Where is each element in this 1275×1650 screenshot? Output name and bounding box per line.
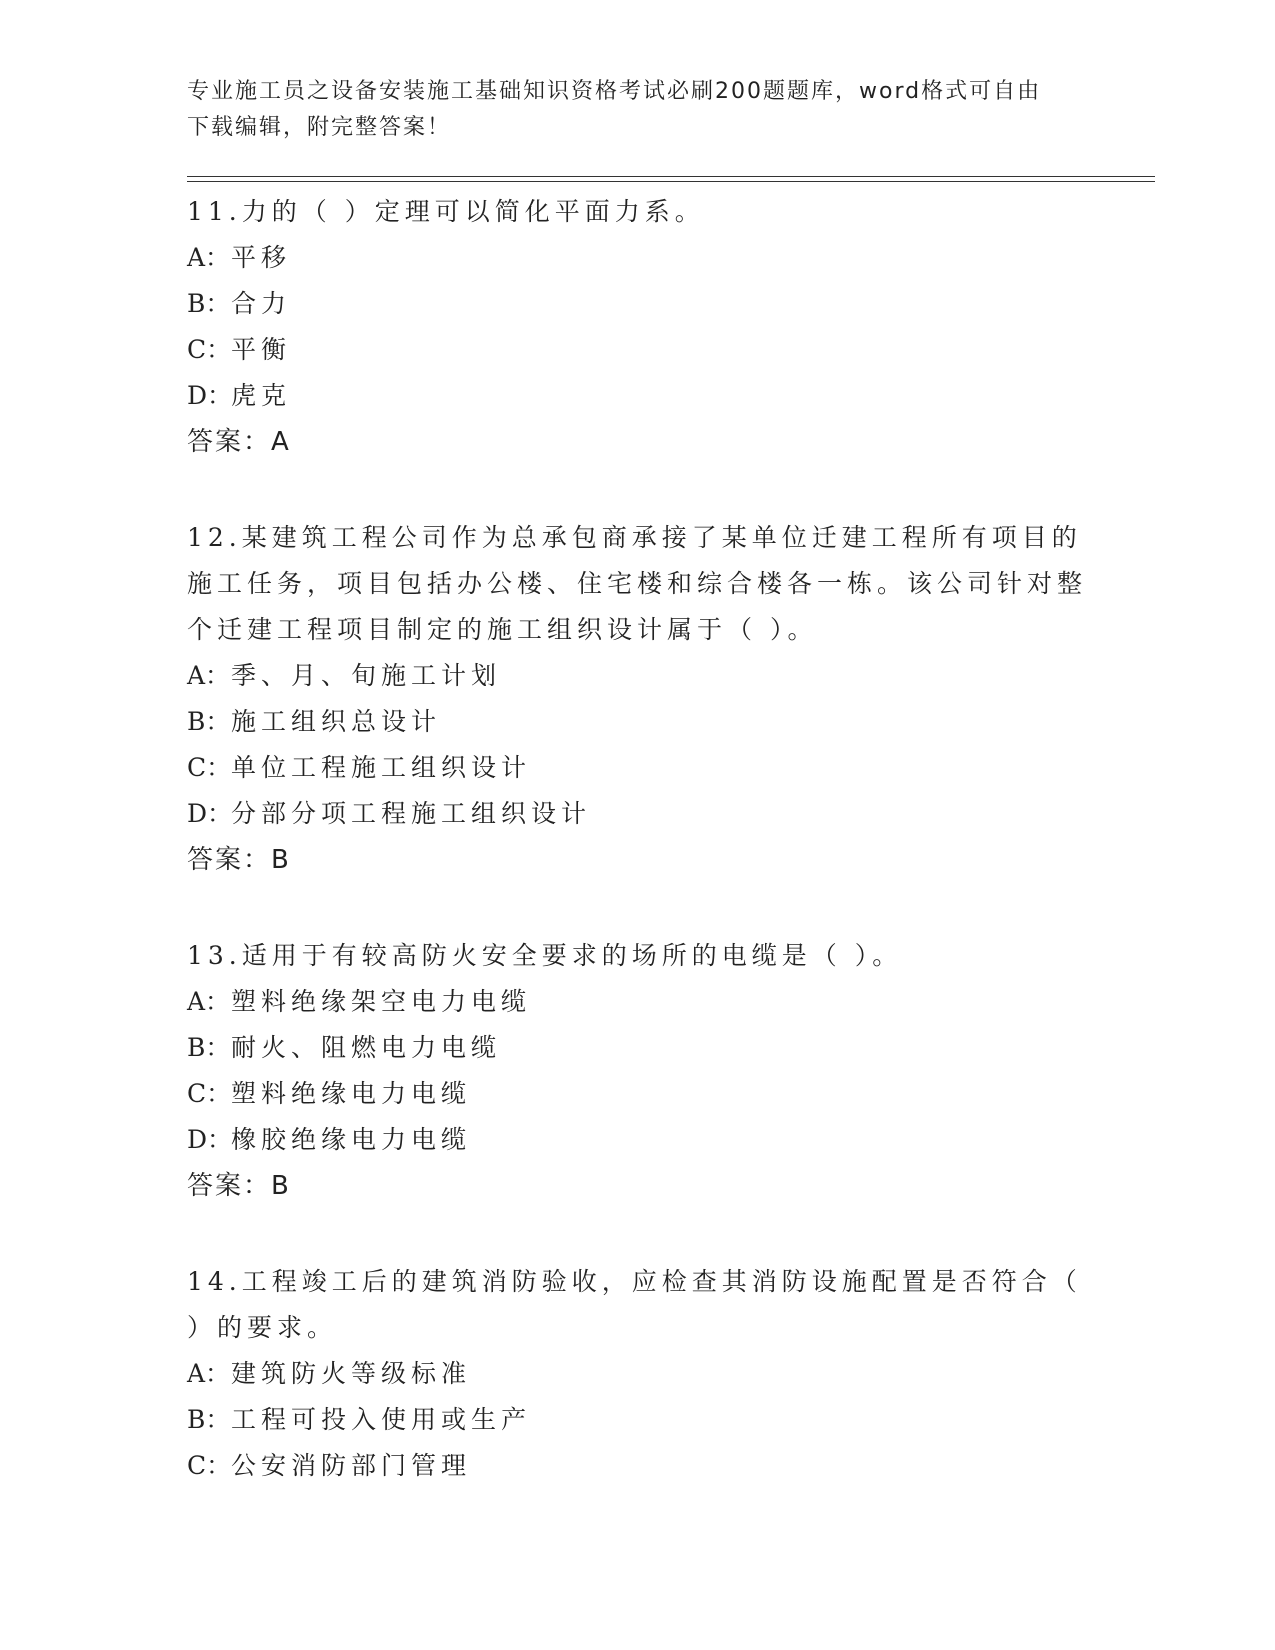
option-a [187, 1351, 1107, 1397]
option-c [187, 327, 1107, 373]
option-text: 单位工程施工组织设计 [231, 753, 532, 782]
question-14 [187, 1259, 1107, 1489]
option-text: 施工组织总设计 [231, 707, 442, 736]
option-a [187, 235, 1107, 281]
option-d [187, 791, 1107, 837]
option-text: 塑料绝缘电力电缆 [231, 1079, 472, 1108]
option-b [187, 699, 1107, 745]
answer: 答案：B [187, 845, 291, 875]
option-letter: A： [187, 1359, 231, 1388]
option-d [187, 1117, 1107, 1163]
question-13 [187, 933, 1107, 1209]
option-c [187, 745, 1107, 791]
option-text: 橡胶绝缘电力电缆 [231, 1125, 472, 1154]
header-rule-bottom [187, 181, 1155, 182]
option-text: 耐火、阻燃电力电缆 [231, 1033, 502, 1062]
question-list [187, 189, 1107, 1539]
question-stem: 11.力的（ ）定理可以简化平面力系。 [187, 197, 705, 226]
option-text: 建筑防火等级标准 [231, 1359, 472, 1388]
question-stem: 14.工程竣工后的建筑消防验收，应检查其消防设施配置是否符合（ ）的要求。 [187, 1267, 1082, 1342]
option-a [187, 979, 1107, 1025]
option-d [187, 373, 1107, 419]
option-letter: B： [187, 707, 231, 736]
option-c [187, 1443, 1107, 1489]
option-text: 公安消防部门管理 [231, 1451, 472, 1480]
option-letter: A： [187, 243, 231, 272]
option-letter: A： [187, 987, 231, 1016]
option-letter: D： [187, 381, 233, 410]
option-letter: B： [187, 1033, 231, 1062]
option-letter: C： [187, 1079, 232, 1108]
option-letter: C： [187, 753, 232, 782]
option-text: 分部分项工程施工组织设计 [231, 799, 592, 828]
option-b [187, 1025, 1107, 1071]
option-text: 季、月、旬施工计划 [231, 661, 502, 690]
option-letter: D： [187, 1125, 233, 1154]
question-12 [187, 515, 1107, 883]
option-c [187, 1071, 1107, 1117]
answer: 答案：A [187, 427, 291, 457]
header-line-1: 专业施工员之设备安装施工基础知识资格考试必刷200题题库，word格式可自由 [187, 79, 1042, 104]
option-text: 塑料绝缘架空电力电缆 [231, 987, 532, 1016]
header-rule-top [187, 176, 1155, 177]
option-text: 平衡 [231, 335, 292, 364]
option-text: 虎克 [231, 381, 292, 410]
option-letter: C： [187, 1451, 232, 1480]
option-text: 平移 [231, 243, 292, 272]
document-header [187, 74, 1087, 146]
option-b [187, 281, 1107, 327]
option-b [187, 1397, 1107, 1443]
question-11 [187, 189, 1107, 465]
option-letter: D： [187, 799, 233, 828]
option-text: 合力 [231, 289, 292, 318]
option-a [187, 653, 1107, 699]
option-letter: B： [187, 289, 231, 318]
question-stem: 13.适用于有较高防火安全要求的场所的电缆是（ ）。 [187, 941, 903, 970]
option-letter: B： [187, 1405, 231, 1434]
option-letter: C： [187, 335, 232, 364]
header-line-2: 下载编辑，附完整答案！ [187, 115, 452, 140]
question-stem: 12.某建筑工程公司作为总承包商承接了某单位迁建工程所有项目的施工任务，项目包括办公楼、住宅楼和综合楼各一栋。该公司针对整个迁建工程项目制定的施工组织设计属于（ ）。 [187, 523, 1088, 644]
option-text: 工程可投入使用或生产 [231, 1405, 532, 1434]
answer: 答案：B [187, 1171, 291, 1201]
option-letter: A： [187, 661, 231, 690]
